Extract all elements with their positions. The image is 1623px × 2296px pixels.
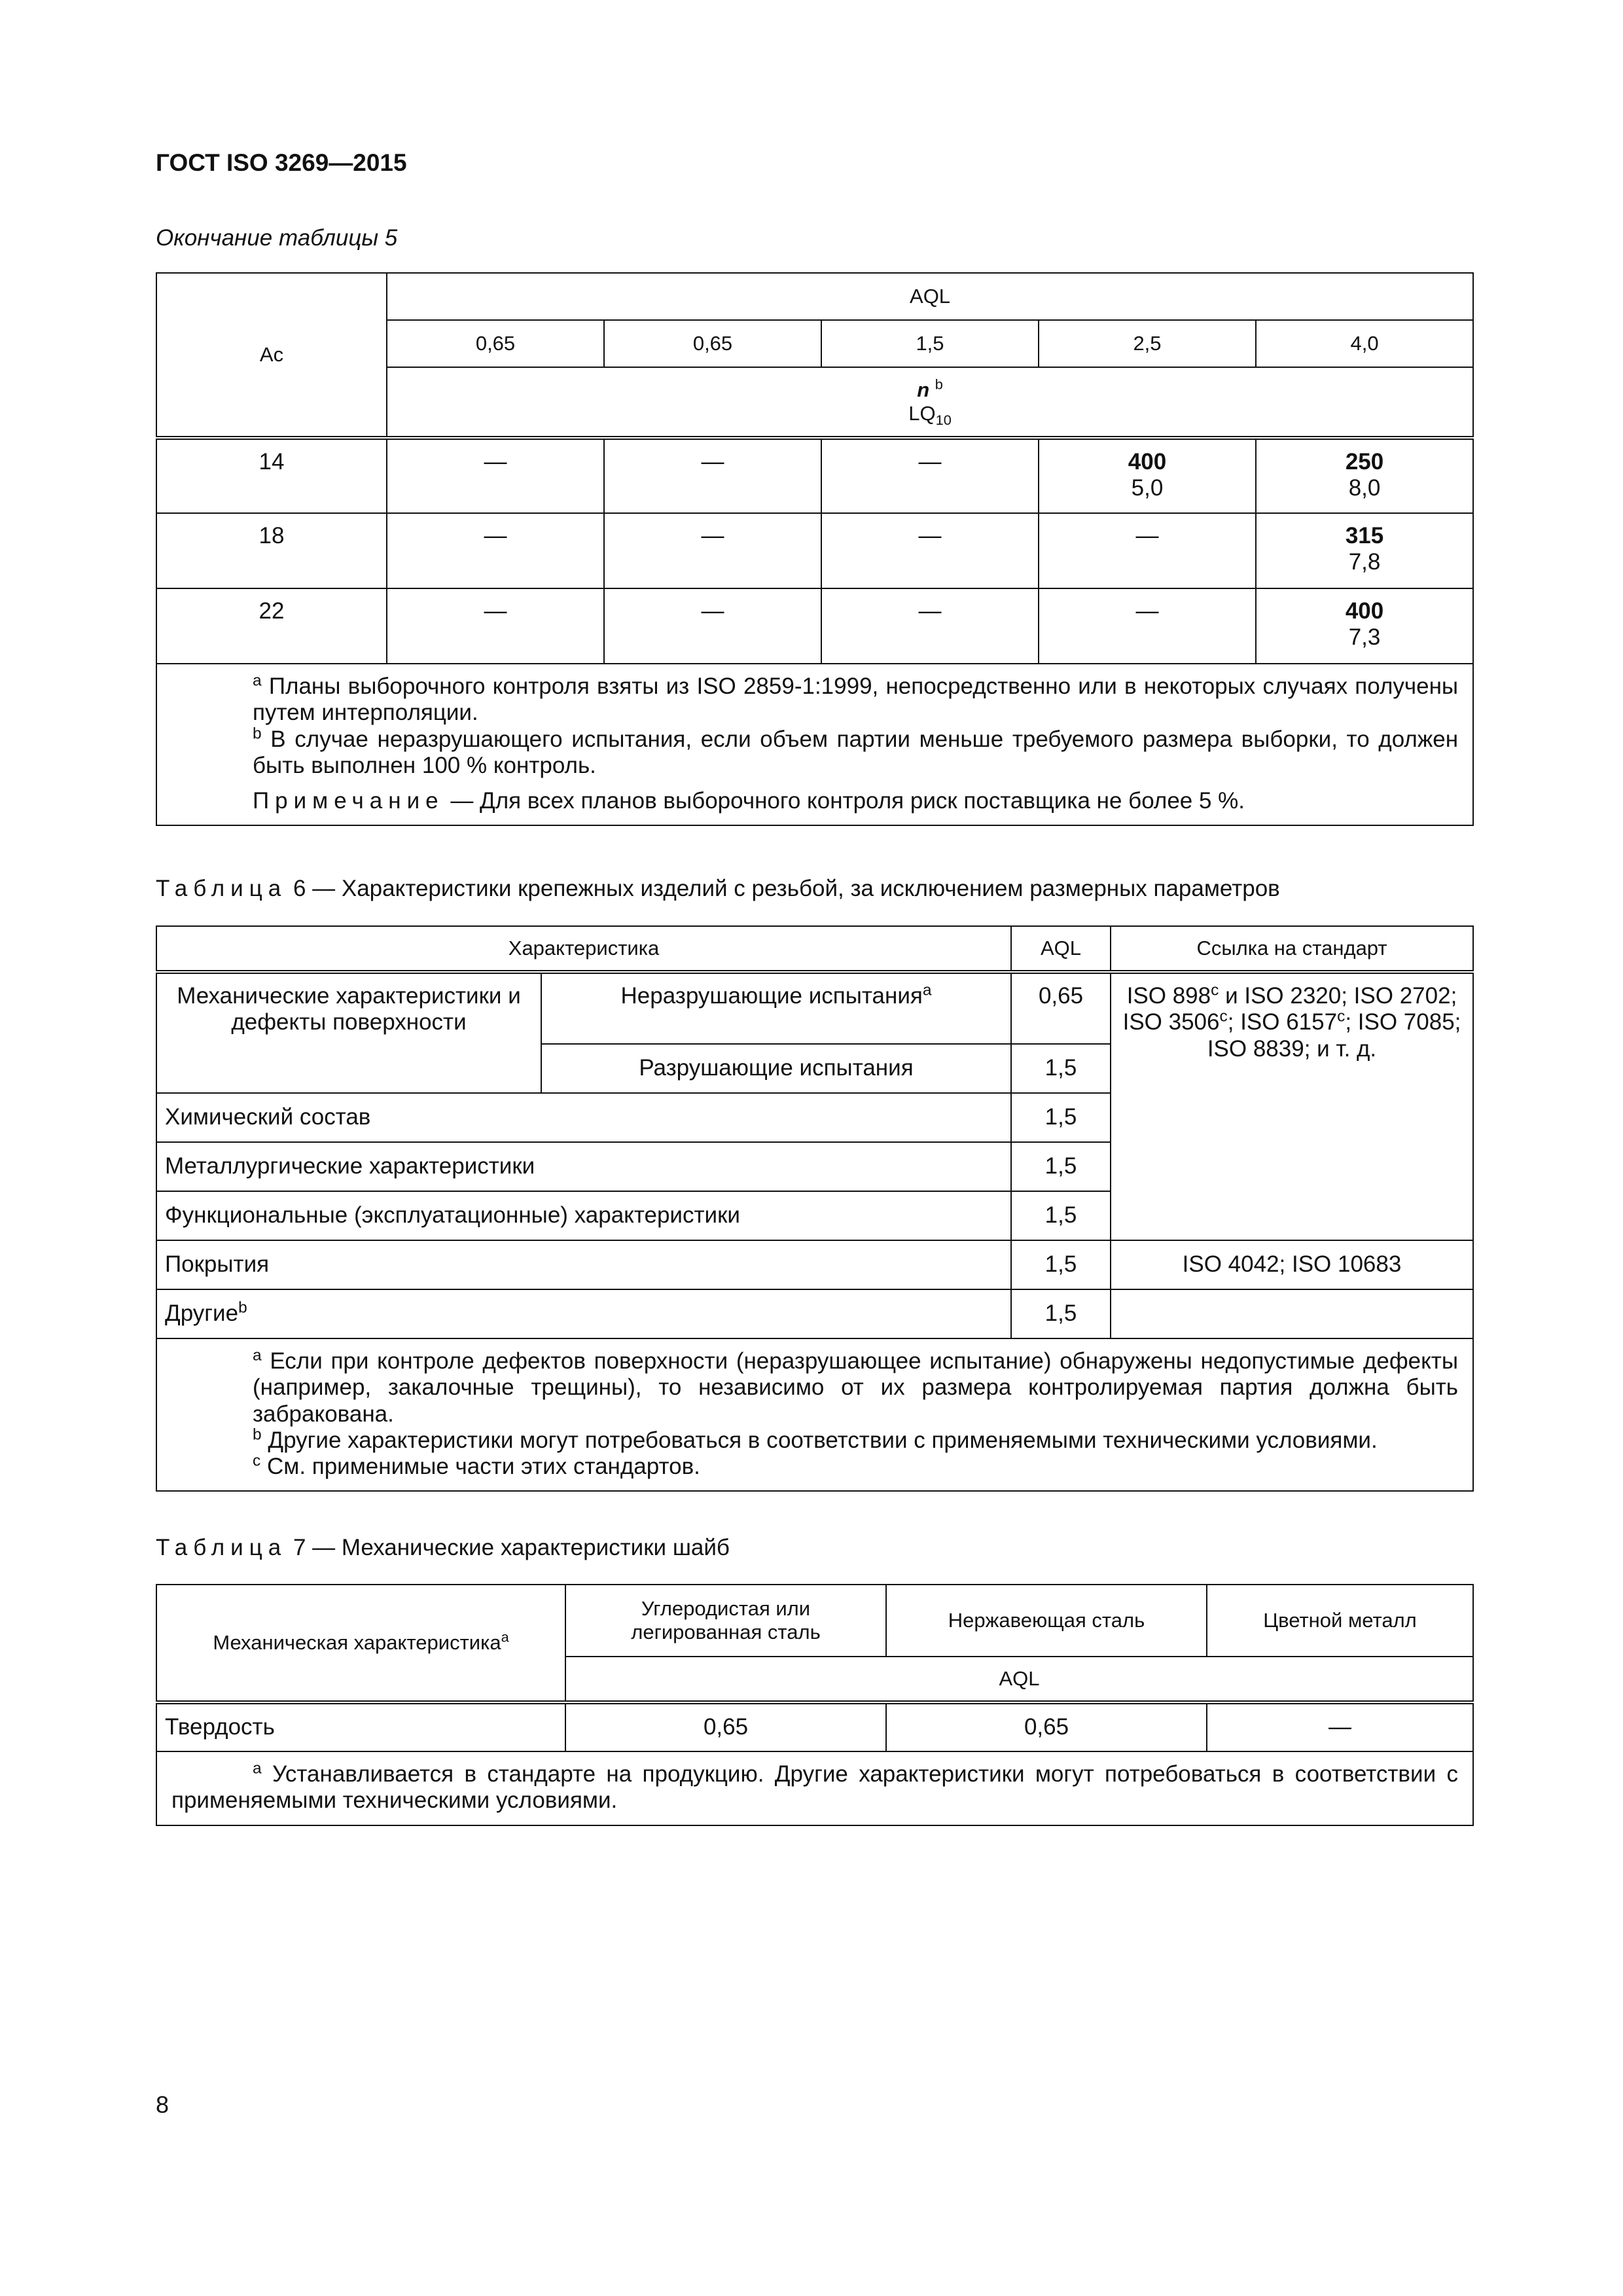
table-row <box>156 588 1473 664</box>
n-label: n <box>917 378 930 402</box>
n-cell: — <box>821 513 1039 588</box>
head-characteristic: Характеристика <box>156 926 1011 972</box>
table5-footnotes <box>156 664 1473 825</box>
aql-value: 0,65 <box>387 320 604 367</box>
footnote-a <box>171 1348 1458 1427</box>
aql-value: 0,65 <box>604 320 821 367</box>
lq-sub: 10 <box>935 412 952 429</box>
coatings: Покрытия <box>156 1240 1011 1289</box>
ref-text: ; ISO 7085; ISO 8839; и т. д. <box>1207 1009 1461 1062</box>
aql-value: 2,5 <box>1039 320 1256 367</box>
table6-footnotes <box>156 1338 1473 1491</box>
table6-caption <box>156 876 1280 902</box>
lq-value: 8,0 <box>1348 475 1381 501</box>
footnote-mark: b <box>253 724 262 742</box>
footnote-mark: a <box>253 672 262 690</box>
n-cell: — <box>387 438 604 513</box>
document-header: ГОСТ ISO 3269—2015 <box>156 149 407 176</box>
head-aql: AQL <box>1011 926 1111 972</box>
table7-footnotes <box>156 1751 1473 1825</box>
footnote-text: См. применимые части этих стандартов. <box>260 1454 700 1479</box>
aql-cell: 1,5 <box>1011 1044 1111 1093</box>
table-row <box>156 513 1473 588</box>
footnote-text: Устанавливается в стандарте на продукцию. Другие характеристики могут потребоваться в соответствии с применяемыми техническими условиями. <box>171 1761 1458 1814</box>
table7-caption <box>156 1535 730 1561</box>
n-value: 400 <box>1128 449 1167 475</box>
ac-cell: 18 <box>156 513 387 588</box>
n-cell: — <box>1039 513 1256 588</box>
footnote-mark: a <box>253 1759 262 1778</box>
footnote-text: Если при контроле дефектов поверхности (неразрушающее испытание) обнаружены недопустимые дефекты (например, закалочные трещины), то независимо от их размера контролируемая партия должна быть забракована. <box>253 1348 1458 1427</box>
footnote-mark: c <box>1219 1007 1228 1026</box>
reference-standards <box>1111 972 1473 1240</box>
head-stainless-steel: Нержавеющая сталь <box>886 1585 1207 1657</box>
note-label: Примечание <box>253 788 444 814</box>
n-cell: — <box>604 588 821 664</box>
table6 <box>156 925 1474 1492</box>
aql-cell: 0,65 <box>886 1702 1207 1751</box>
n-cell: — <box>1039 588 1256 664</box>
head-reference: Ссылка на стандарт <box>1111 926 1473 972</box>
table5-caption: Окончание таблицы 5 <box>156 225 398 251</box>
ref-text: и ISO 2320; ISO 2702; ISO 3506 <box>1122 983 1457 1035</box>
footnote-text: В случае неразрушающего испытания, если объем партии меньше требуемого размера выборки, то должен быть выполнен 100 % контроль. <box>253 726 1459 778</box>
hardness: Твердость <box>156 1702 565 1751</box>
n-lq-header <box>387 367 1473 438</box>
footnote-mark: c <box>1211 981 1219 999</box>
footnote-b <box>171 1427 1458 1454</box>
aql-value: 1,5 <box>821 320 1039 367</box>
n-value: 250 <box>1345 449 1384 475</box>
aql-header: AQL <box>387 273 1473 320</box>
caption-text: 7 — Механические характеристики шайб <box>287 1535 730 1560</box>
n-cell: — <box>821 438 1039 513</box>
aql-cell: 1,5 <box>1011 1240 1111 1289</box>
aql-header: AQL <box>565 1657 1473 1702</box>
page-number: 8 <box>156 2091 169 2118</box>
aql-cell: — <box>1207 1702 1473 1751</box>
table-row <box>156 438 1473 513</box>
aql-cell: 0,65 <box>565 1702 886 1751</box>
lq-value: 7,3 <box>1348 624 1381 651</box>
footnote-text: Другие характеристики могут потребоваться в соответствии с применяемыми техническими условиями. <box>261 1427 1378 1453</box>
footnote-mark: b <box>253 1426 262 1444</box>
head-nonferrous-metal: Цветной металл <box>1207 1585 1473 1657</box>
footnote-a <box>171 1761 1458 1814</box>
lq-value: 5,0 <box>1131 475 1164 501</box>
footnote-text: Планы выборочного контроля взяты из ISO 2859-1:1999, непосредственно или в некоторых случаях получены путем интерполяции. <box>253 673 1459 726</box>
other-characteristics <box>156 1289 1011 1338</box>
ac-cell: 22 <box>156 588 387 664</box>
ac-header: Ac <box>156 273 387 438</box>
destructive-tests: Разрушающие испытания <box>541 1044 1011 1093</box>
n-cell: — <box>821 588 1039 664</box>
chemical-composition: Химический состав <box>156 1093 1011 1142</box>
footnote-mark: c <box>1337 1007 1346 1026</box>
label-text: Другие <box>165 1300 239 1327</box>
table5 <box>156 272 1474 826</box>
head-mech-characteristic <box>156 1585 565 1702</box>
aql-cell: 1,5 <box>1011 1093 1111 1142</box>
footnote-mark: a <box>501 1628 509 1645</box>
label-text: Неразрушающие испытания <box>620 983 923 1009</box>
aql-cell: 1,5 <box>1011 1142 1111 1191</box>
n-value: 400 <box>1345 598 1384 624</box>
coatings-reference: ISO 4042; ISO 10683 <box>1111 1240 1473 1289</box>
footnote-mark: a <box>922 981 932 999</box>
label-text: Механическая характеристика <box>213 1631 501 1655</box>
caption-label: Таблица <box>156 876 287 901</box>
ref-text: ISO 898 <box>1126 983 1211 1009</box>
aql-cell: 1,5 <box>1011 1289 1111 1338</box>
aql-cell: 0,65 <box>1011 972 1111 1044</box>
n-lq-cell <box>1256 438 1473 513</box>
n-lq-cell <box>1256 588 1473 664</box>
n-cell: — <box>387 513 604 588</box>
ac-cell: 14 <box>156 438 387 513</box>
head-carbon-steel: Углеродистая или легированная сталь <box>565 1585 886 1657</box>
footnote-mark: b <box>238 1299 247 1317</box>
footnote-mark: c <box>253 1452 261 1470</box>
n-lq-cell <box>1256 513 1473 588</box>
ref-text: ; ISO 6157 <box>1227 1009 1338 1035</box>
n-cell: — <box>604 513 821 588</box>
aql-value: 4,0 <box>1256 320 1473 367</box>
n-cell: — <box>387 588 604 664</box>
lq-label: LQ <box>908 402 936 425</box>
table5-note <box>171 788 1458 814</box>
n-sup: b <box>935 376 943 393</box>
caption-text: 6 — Характеристики крепежных изделий с резьбой, за исключением размерных параметров <box>287 876 1280 901</box>
note-text: — Для всех планов выборочного контроля риск поставщика не более 5 %. <box>444 788 1245 814</box>
footnote-a <box>171 673 1458 726</box>
nondestructive-tests <box>541 972 1011 1044</box>
table7 <box>156 1584 1474 1826</box>
functional-characteristics: Функциональные (эксплуатационные) характеристики <box>156 1191 1011 1240</box>
metallurgical-characteristics: Металлургические характеристики <box>156 1142 1011 1191</box>
n-value: 315 <box>1345 523 1384 548</box>
footnote-c <box>171 1454 1458 1480</box>
lq-value: 7,8 <box>1348 549 1381 575</box>
aql-cell: 1,5 <box>1011 1191 1111 1240</box>
caption-label: Таблица <box>156 1535 287 1560</box>
footnote-mark: a <box>253 1346 262 1365</box>
n-cell: — <box>604 438 821 513</box>
n-lq-cell <box>1039 438 1256 513</box>
footnote-b <box>171 726 1458 780</box>
mech-characteristics: Механические характеристики и дефекты поверхности <box>156 972 541 1093</box>
empty-cell <box>1111 1289 1473 1338</box>
